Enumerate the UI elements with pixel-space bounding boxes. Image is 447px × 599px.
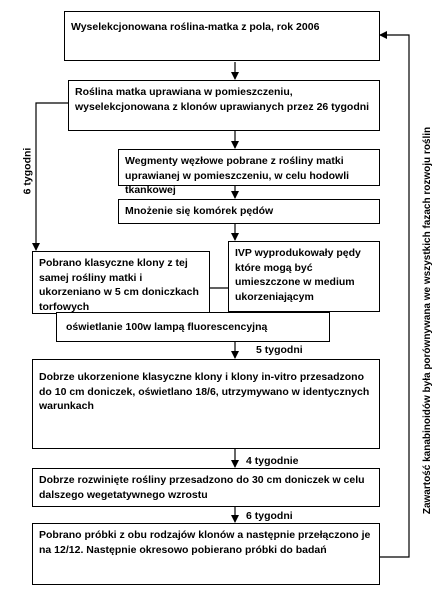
- step-7-box: Pobrano próbki z obu rodzajów klonów a następnie przełączono je na 12/12. Następnie okresowo pobierano próbki do badań: [32, 523, 380, 585]
- step-6-box: Dobrze rozwinięte rośliny przesadzono do 30 cm doniczek w celu dalszego wegetatywnego wzrostu: [32, 468, 380, 507]
- duration-4-weeks: 4 tygodnie: [246, 455, 299, 467]
- right-branch-box: IVP wyprodukowały pędy które mogą być umieszczone w medium ukorzeniającym: [228, 241, 380, 312]
- step-2-box: Roślina matka uprawiana w pomieszczeniu, wyselekcjonowana z klonów uprawianych przez 26 tygodni: [68, 80, 380, 131]
- step-1-box: Wyselekcjonowana roślina-matka z pola, rok 2006: [64, 11, 380, 61]
- side-note-text: Zawartość kanabinoidów była porównywana we wszystkich fazach rozwoju roślin: [422, 126, 434, 514]
- duration-left: 6 tygodni: [21, 147, 34, 195]
- step-5-box: Dobrze ukorzenione klasyczne klony i klony in-vitro przesadzono do 10 cm doniczek, oświetlano 18/6, utrzymywano w identycznych warunkach: [32, 359, 380, 449]
- duration-5-weeks: 5 tygodni: [256, 344, 303, 356]
- lighting-box: oświetlanie 100w lampą fluorescencyjną: [56, 312, 330, 342]
- arrow-2-left: [36, 103, 68, 250]
- side-note: [421, 60, 435, 580]
- left-branch-box: Pobrano klasyczne klony z tej samej rośliny matki i ukorzeniano w 5 cm doniczkach torfowych: [32, 251, 210, 314]
- step-4-box: Mnożenie się komórek pędów: [118, 199, 380, 224]
- feedback-loop: [380, 35, 409, 557]
- duration-6-weeks: 6 tygodni: [246, 510, 293, 522]
- step-3-box: Wegmenty węzłowe pobrane z rośliny matki uprawianej w pomieszczeniu, w celu hodowli tkankowej: [118, 149, 380, 186]
